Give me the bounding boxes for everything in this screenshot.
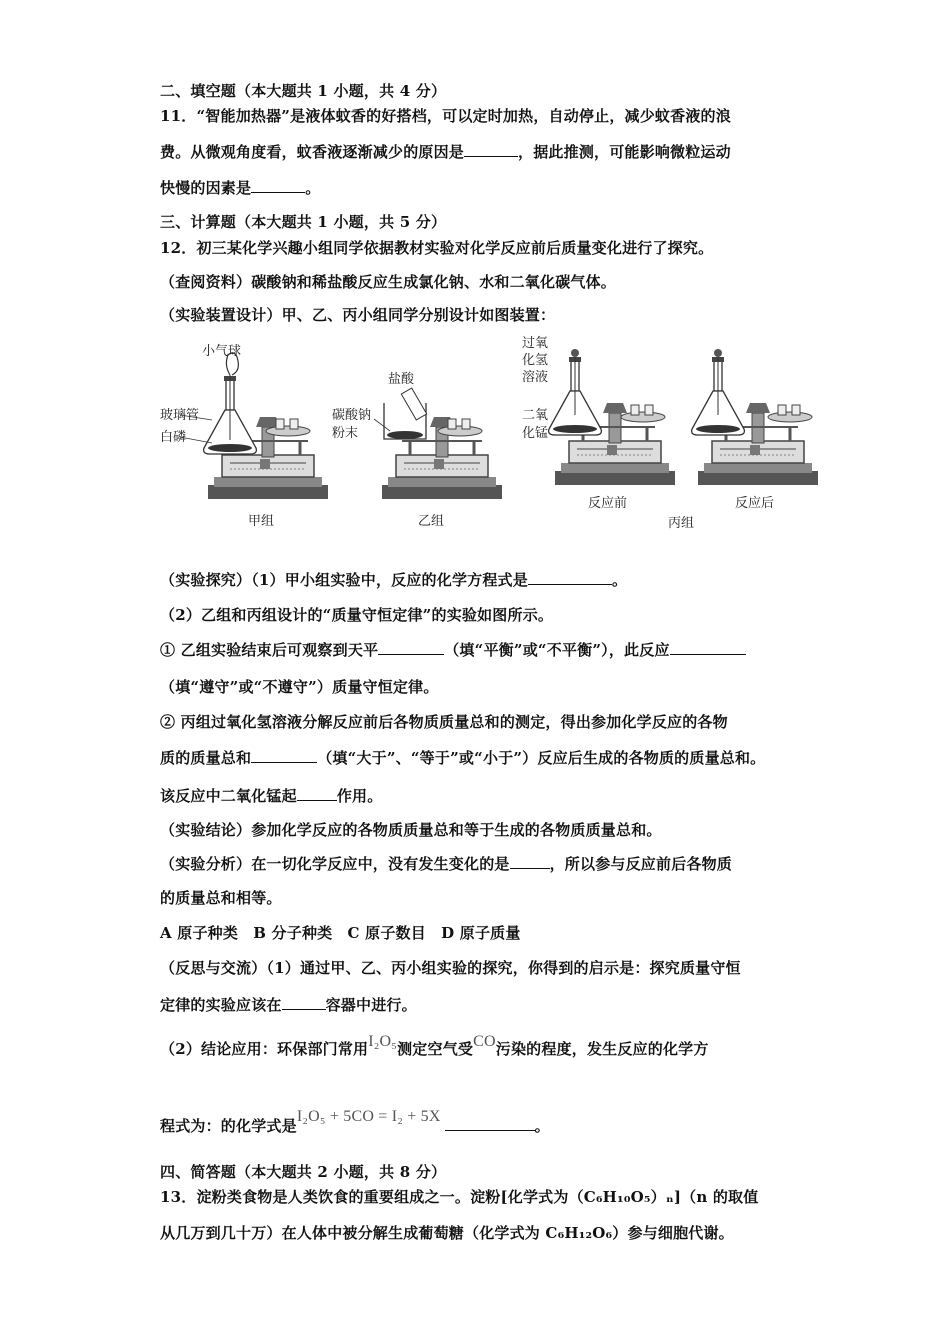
reflect-line-2 xyxy=(160,994,417,1015)
options: A 原子种类 B 分子种类 C 原子数目 D 原子质量 xyxy=(160,924,521,942)
label-sodium-carbonate-1: 碳酸钠 xyxy=(332,408,372,423)
label-hydrochloric-acid: 盐酸 xyxy=(388,372,415,387)
section-4-heading: 四、简答题（本大题共 2 小题，共 8 分） xyxy=(160,1163,447,1181)
c2-text-a: 质的质量总和 xyxy=(160,749,252,767)
label-small-balloon: 小气球 xyxy=(202,344,242,359)
exp-line-2: （2）乙组和丙组设计的“质量守恒定律”的实验如图所示。 xyxy=(160,606,554,624)
q11-blank-1[interactable] xyxy=(464,142,518,157)
group-c-after-apparatus xyxy=(692,349,818,485)
analysis-line-1 xyxy=(160,853,732,874)
label-white-phosphorus: 白磷 xyxy=(160,430,187,445)
q11-text-c: 快慢的因素是 xyxy=(160,179,252,197)
application-text-a: （2）结论应用：环保部门常用 xyxy=(160,1040,369,1058)
label-mno2-1: 二氧 xyxy=(522,408,549,423)
conclusion: （实验结论）参加化学反应的各物质质量总和等于生成的各物质质量总和。 xyxy=(160,821,662,839)
q11-text-d: 。 xyxy=(305,179,321,197)
section-2-heading: 二、填空题（本大题共 1 小题，共 4 分） xyxy=(160,82,447,100)
label-group-c: 丙组 xyxy=(668,516,695,531)
c1-text-a: ① 乙组实验结束后可观察到天平 xyxy=(160,641,379,659)
q12-stem: 12．初三某化学兴趣小组同学依据教材实验对化学反应前后质量变化进行了探究。 xyxy=(160,239,714,257)
i2o5-formula: I₂O₅ xyxy=(368,1033,398,1050)
label-h2o2-3: 溶液 xyxy=(522,370,549,385)
c1-text-b: （填“平衡”或“不平衡”），此反应 xyxy=(444,641,670,659)
group-a-apparatus xyxy=(180,353,328,499)
label-after: 反应后 xyxy=(735,496,775,511)
c2-blank-2[interactable] xyxy=(297,786,337,801)
label-group-b: 乙组 xyxy=(418,514,445,529)
experiment-figure xyxy=(150,335,830,535)
c2-text-b: （填“大于”、“等于”或“小于”）反应后生成的各物质的质量总和。 xyxy=(317,749,766,767)
q12-design: （实验装置设计）甲、乙、丙小组同学分别设计如图装置： xyxy=(160,306,556,324)
analysis-blank[interactable] xyxy=(510,854,550,869)
q11-blank-2[interactable] xyxy=(251,178,305,193)
c2-blank-1[interactable] xyxy=(251,748,317,763)
c2-text-c: 该反应中二氧化锰起 xyxy=(160,787,297,805)
reflect-text-b: 容器中进行。 xyxy=(325,996,417,1014)
reflect-blank[interactable] xyxy=(282,995,326,1010)
c2-line-2 xyxy=(160,747,765,768)
q11-text-a: 费。从微观角度看，蚊香液逐渐减少的原因是 xyxy=(160,143,465,161)
analysis-line-2: 的质量总和相等。 xyxy=(160,889,282,907)
c1-blank-1[interactable] xyxy=(378,640,444,655)
application-text-c: 污染的程度，发生反应的化学方 xyxy=(495,1040,709,1058)
co-formula: CO xyxy=(473,1033,496,1050)
analysis-text-a: （实验分析）在一切化学反应中，没有发生变化的是 xyxy=(160,855,510,873)
application-text-b: 测定空气受 xyxy=(397,1040,474,1058)
q11-line-3 xyxy=(160,177,320,198)
label-mno2-2: 化锰 xyxy=(522,426,549,441)
application-text-e: 。 xyxy=(534,1117,550,1135)
label-before: 反应前 xyxy=(588,496,628,511)
q13-line-1: 13．淀粉类食物是人类饮食的重要组成之一。淀粉[化学式为（C₆H₁₀O₅）ₙ]（n 的取值 xyxy=(160,1188,759,1206)
c1-line-1 xyxy=(160,639,746,660)
c1-blank-2[interactable] xyxy=(670,640,746,655)
c2-text-d: 作用。 xyxy=(336,787,383,805)
label-glass-tube: 玻璃管 xyxy=(160,408,200,423)
exp-text-a: （实验探究）（1）甲小组实验中，反应的化学方程式是 xyxy=(160,571,528,589)
exp-line-1 xyxy=(160,569,627,590)
c1-line-2: （填“遵守”或“不遵守”）质量守恒定律。 xyxy=(160,678,439,696)
label-h2o2-2: 化氢 xyxy=(522,353,549,368)
application-blank[interactable] xyxy=(445,1116,535,1131)
q11-line-1: 11．“智能加热器”是液体蚊香的好搭档，可以定时加热，自动停止，减少蚊香液的浪 xyxy=(160,107,731,125)
q12-reference: （查阅资料）碳酸钠和稀盐酸反应生成氯化钠、水和二氧化碳气体。 xyxy=(160,273,617,291)
group-c-before-apparatus xyxy=(549,349,675,485)
application-text-d: 程式为：的化学式是 xyxy=(160,1117,297,1135)
c2-line-1: ② 丙组过氧化氢溶液分解反应前后各物质质量总和的测定，得出参加化学反应的各物 xyxy=(160,713,728,731)
exp-blank-1[interactable] xyxy=(528,570,612,585)
exp-text-b: 。 xyxy=(611,571,628,589)
analysis-text-b: ，所以参与反应前后各物质 xyxy=(549,855,733,873)
q11-line-2 xyxy=(160,141,731,162)
application-line-2 xyxy=(160,1108,550,1136)
c2-line-3 xyxy=(160,785,382,806)
group-b-apparatus xyxy=(374,388,502,499)
application-line-1 xyxy=(160,1033,709,1059)
reflect-text-a: 定律的实验应该在 xyxy=(160,996,282,1014)
label-sodium-carbonate-2: 粉末 xyxy=(332,426,359,441)
label-group-a: 甲组 xyxy=(248,514,275,529)
label-h2o2-1: 过氧 xyxy=(522,336,549,351)
reaction-equation: I₂O₅ + 5CO = I₂ + 5X xyxy=(296,1108,441,1125)
q11-text-b: ，据此推测，可能影响微粒运动 xyxy=(518,143,731,161)
reflect-line-1: （反思与交流）（1）通过甲、乙、丙小组实验的探究，你得到的启示是：探究质量守恒 xyxy=(160,959,741,977)
section-3-heading: 三、计算题（本大题共 1 小题，共 5 分） xyxy=(160,213,447,231)
q13-line-2: 从几万到几十万）在人体中被分解生成葡萄糖（化学式为 C₆H₁₂O₆）参与细胞代谢。 xyxy=(160,1224,734,1242)
